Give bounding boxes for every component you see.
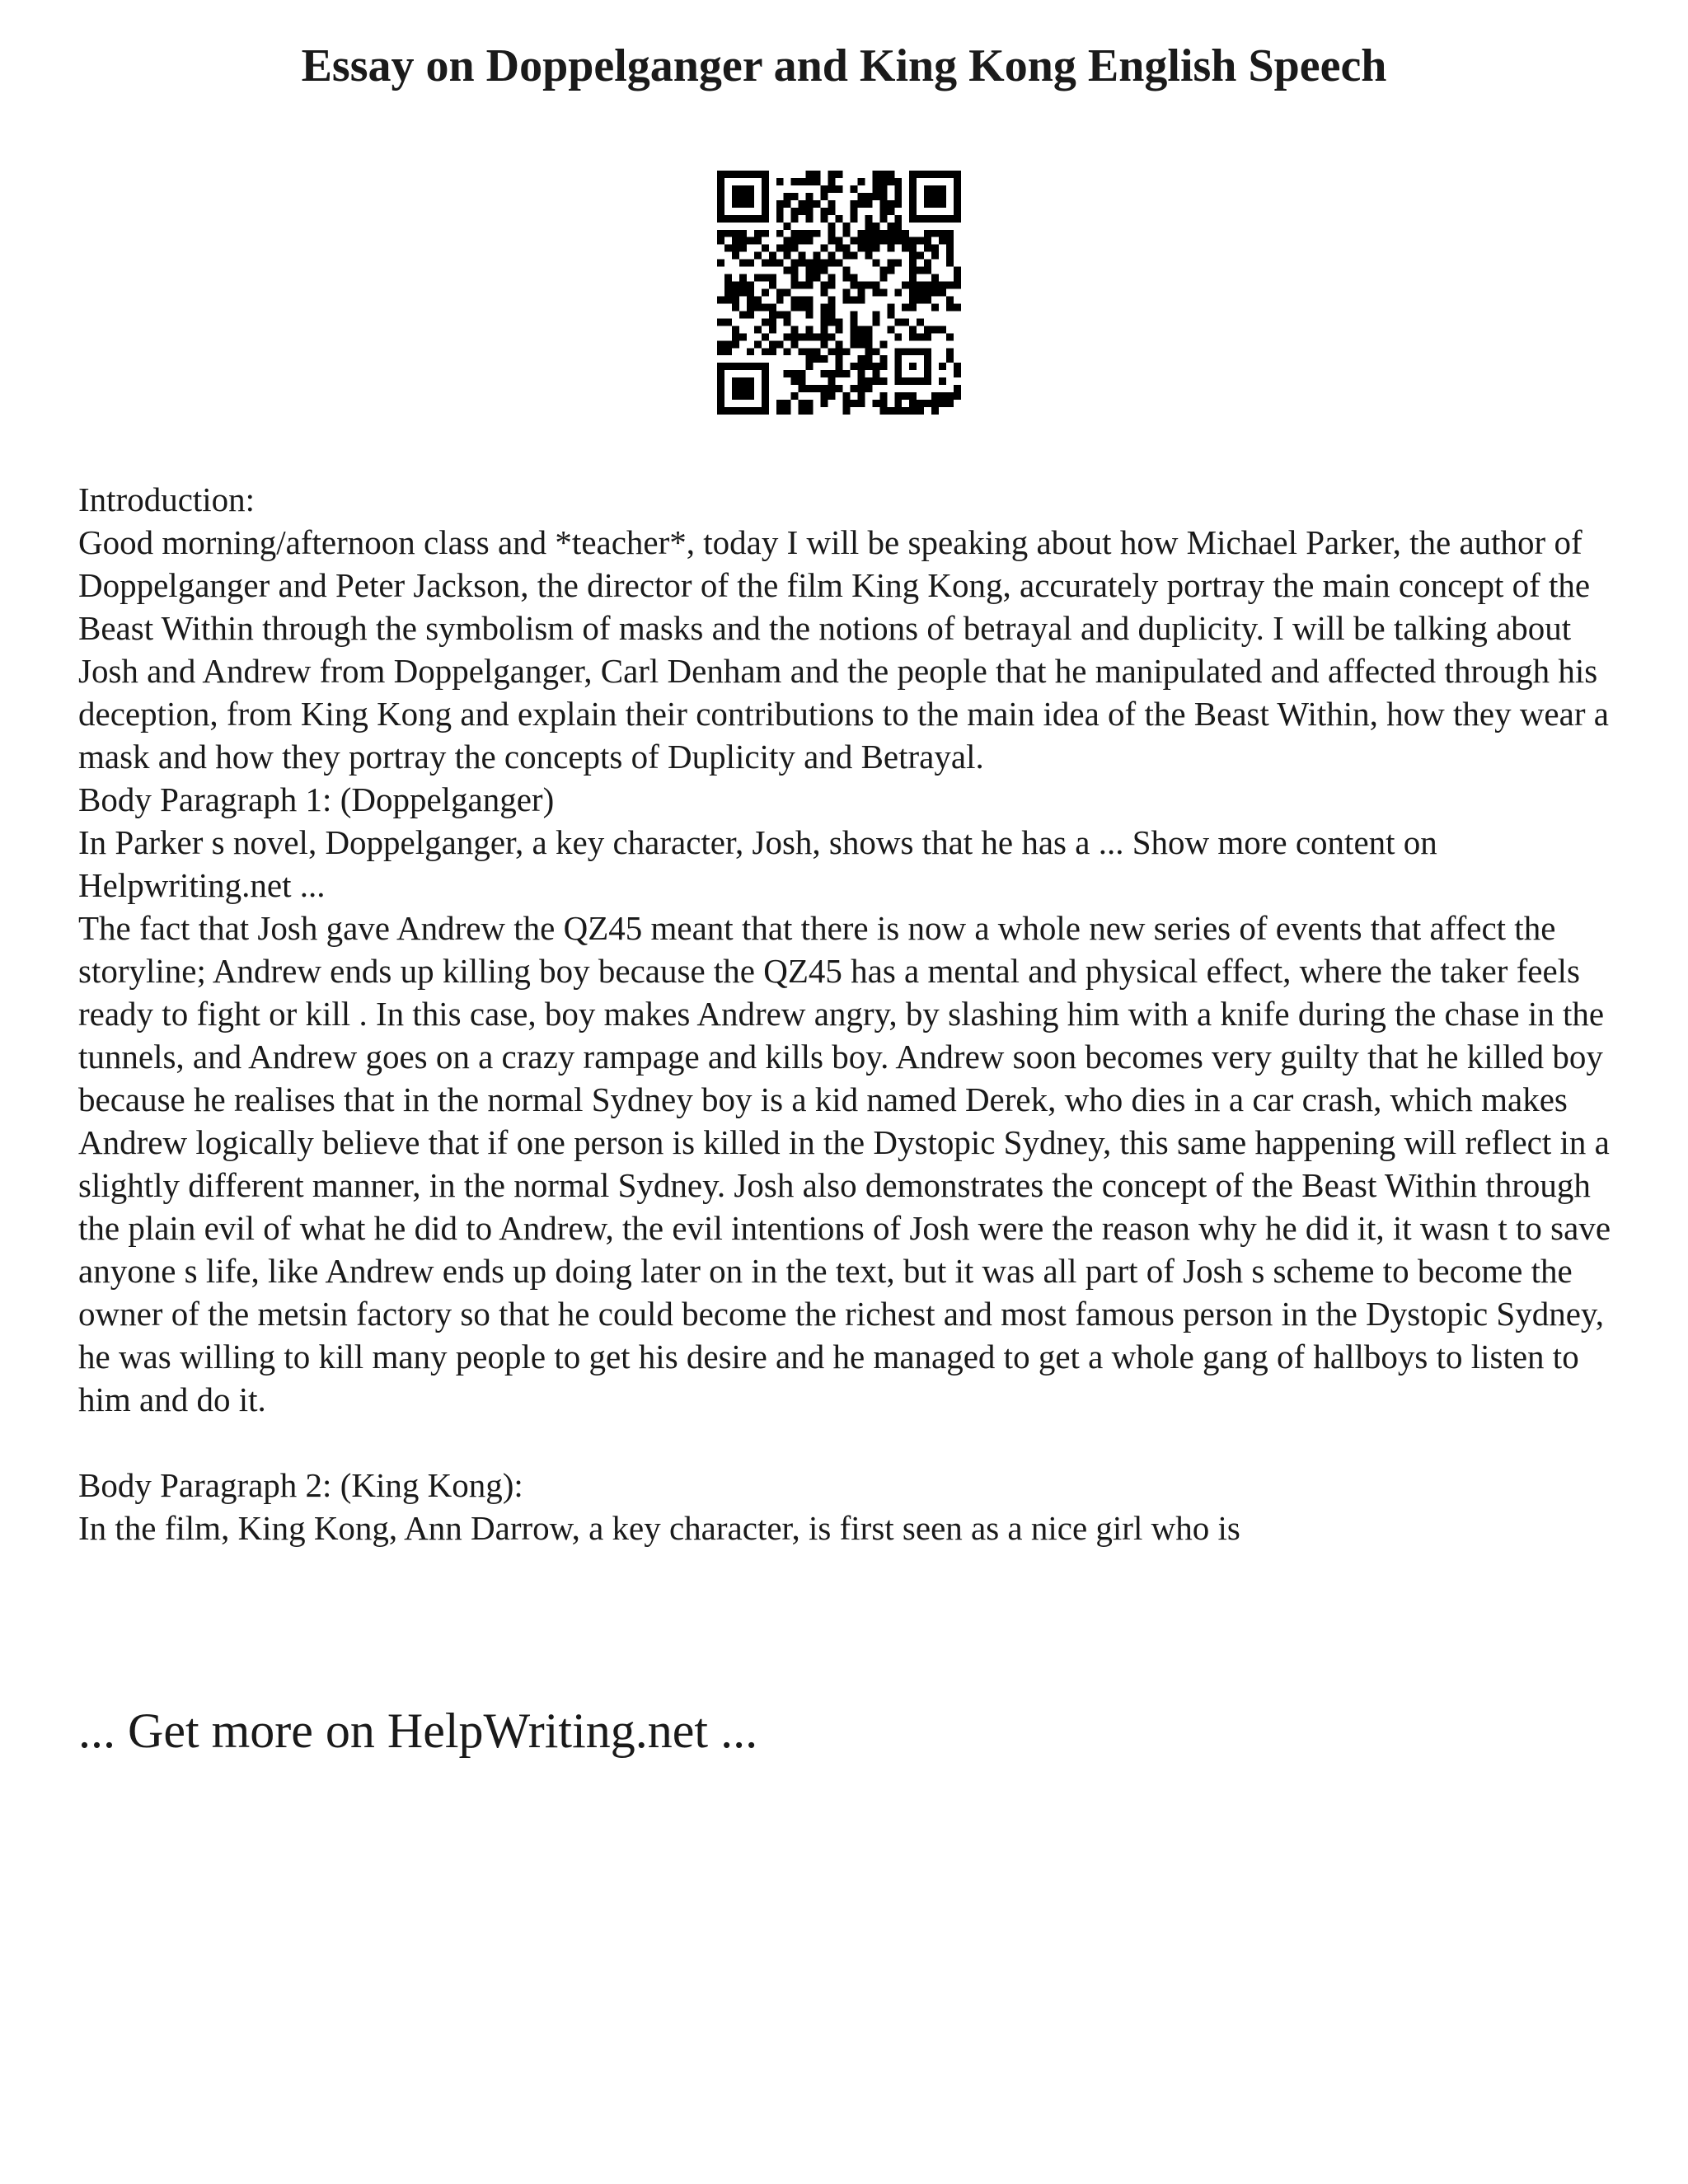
essay-body [78, 478, 1628, 1549]
body2-heading: Body Paragraph 2: (King Kong): [78, 1466, 523, 1504]
body1-preview: In Parker s novel, Doppelganger, a key character, Josh, shows that he has a ... Show more content on Helpwriting.net ... [78, 823, 1437, 904]
body2-paragraph: In the film, King Kong, Ann Darrow, a key character, is first seen as a nice girl who is [78, 1509, 1240, 1547]
page-title: Essay on Doppelganger and King Kong English Speech [301, 40, 1387, 91]
intro-heading: Introduction: [78, 480, 256, 518]
body1-heading: Body Paragraph 1: (Doppelganger) [78, 780, 555, 818]
paragraph-spacer [78, 1421, 1628, 1464]
body1-paragraph: The fact that Josh gave Andrew the QZ45 meant that there is now a whole new series of events that affect the storyline; Andrew ends up killing boy because the QZ45 has a mental and physical effect, where the taker feels ready to fight or kill . In this case, boy makes Andrew angry, by slashing him with a knife during the chase in the tunnels, and Andrew goes on a crazy rampage and kills boy. Andrew soon becomes very guilty that he killed boy because he realises that in the normal Sydney boy is a kid named Derek, who dies in a car crash, which makes Andrew logically believe that if one person is killed in the Dystopic Sydney, this same happening will reflect in a slightly different manner, in the normal Sydney. Josh also demonstrates the concept of the Beast Within through the plain evil of what he did to Andrew, the evil intentions of Josh were the reason why he did it, it wasn t to save anyone s life, like Andrew ends up doing later on in the text, but it was all part of Josh s scheme to become the owner of the metsin factory so that he could become the richest and most famous person in the Dystopic Sydney, he was willing to kill many people to get his desire and he managed to get a whole gang of hallboys to listen to him and do it. [78, 909, 1611, 1418]
qr-code-icon [717, 171, 961, 415]
get-more-link[interactable]: ... Get more on HelpWriting.net ... [78, 1704, 758, 1758]
intro-paragraph: Good morning/afternoon class and *teacher*, today I will be speaking about how Michael Parker, the author of Doppelganger and Peter Jackson, the director of the film King Kong, accurately portray the main concept of the Beast Within through the symbolism of masks and the notions of betrayal and duplicity. I will be talking about Josh and Andrew from Doppelganger, Carl Denham and the people that he manipulated and affected through his deception, from King Kong and explain their contributions to the main idea of the Beast Within, how they wear a mask and how they portray the concepts of Duplicity and Betrayal. [78, 523, 1609, 776]
